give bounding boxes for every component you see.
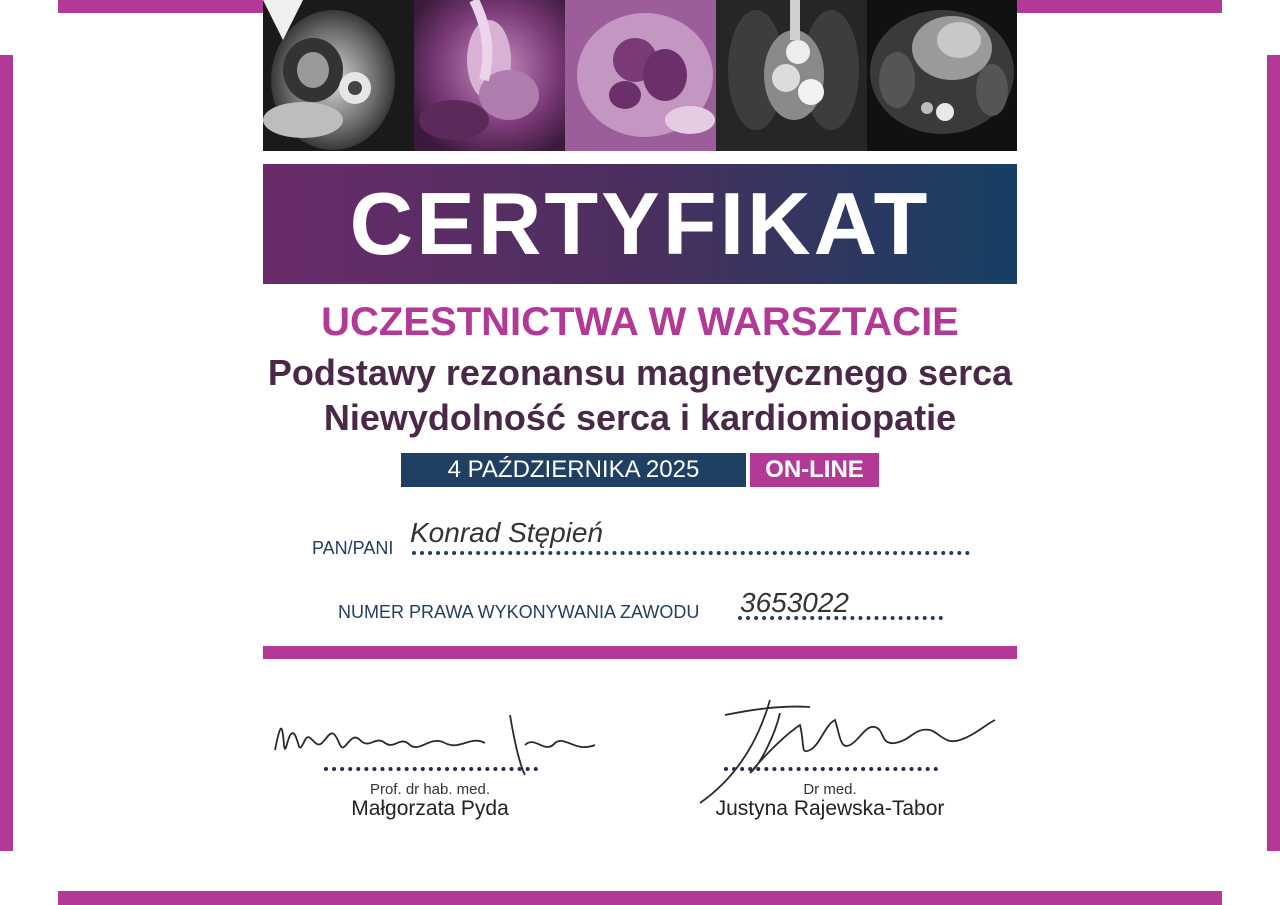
signatory-right-name: Justyna Rajewska-Tabor xyxy=(715,797,945,820)
certificate-subtitle: UCZESTNICTWA W WARSZTACIE xyxy=(321,300,959,344)
mri-image-axial xyxy=(867,0,1017,151)
participant-name-value: Konrad Stępień xyxy=(410,517,604,548)
license-number-value: 3653022 xyxy=(740,587,850,618)
signature-right-dotted-line xyxy=(724,767,938,771)
certificate-title: CERTYFIKAT xyxy=(349,174,931,273)
event-mode: ON-LINE xyxy=(765,456,864,483)
signature-left-dotted-line xyxy=(324,767,538,771)
course-title-line-2: Niewydolność serca i kardiomiopatie xyxy=(323,397,957,438)
signatory-left-name: Małgorzata Pyda xyxy=(351,797,509,820)
participant-name-label: PAN/PANI xyxy=(312,538,394,558)
mri-image-strip xyxy=(263,0,1017,151)
mri-image-sagittal xyxy=(414,0,565,151)
event-mode-badge xyxy=(750,453,879,487)
event-date-badge xyxy=(401,453,746,487)
mri-image-coronal xyxy=(716,0,867,151)
mri-image-four-chamber xyxy=(565,0,716,151)
section-divider xyxy=(263,646,1017,659)
frame-bar-top-right xyxy=(1017,0,1222,13)
signatory-left-title: Prof. dr hab. med. xyxy=(369,781,491,798)
participant-name-dotted-line xyxy=(412,551,970,555)
license-number-label: NUMER PRAWA WYKONYWANIA ZAWODU xyxy=(338,602,700,622)
frame-bar-left xyxy=(0,55,13,851)
certificate-title-banner xyxy=(263,164,1017,284)
signatory-right-title: Dr med. xyxy=(803,781,857,798)
frame-bar-top-left xyxy=(58,0,263,13)
mri-image-short-axis xyxy=(263,0,414,151)
frame-bar-right xyxy=(1267,55,1280,851)
event-date: 4 PAŹDZIERNIKA 2025 xyxy=(447,456,700,483)
frame-bar-bottom xyxy=(58,891,1222,905)
course-title-line-1: Podstawy rezonansu magnetycznego serca xyxy=(267,352,1013,393)
